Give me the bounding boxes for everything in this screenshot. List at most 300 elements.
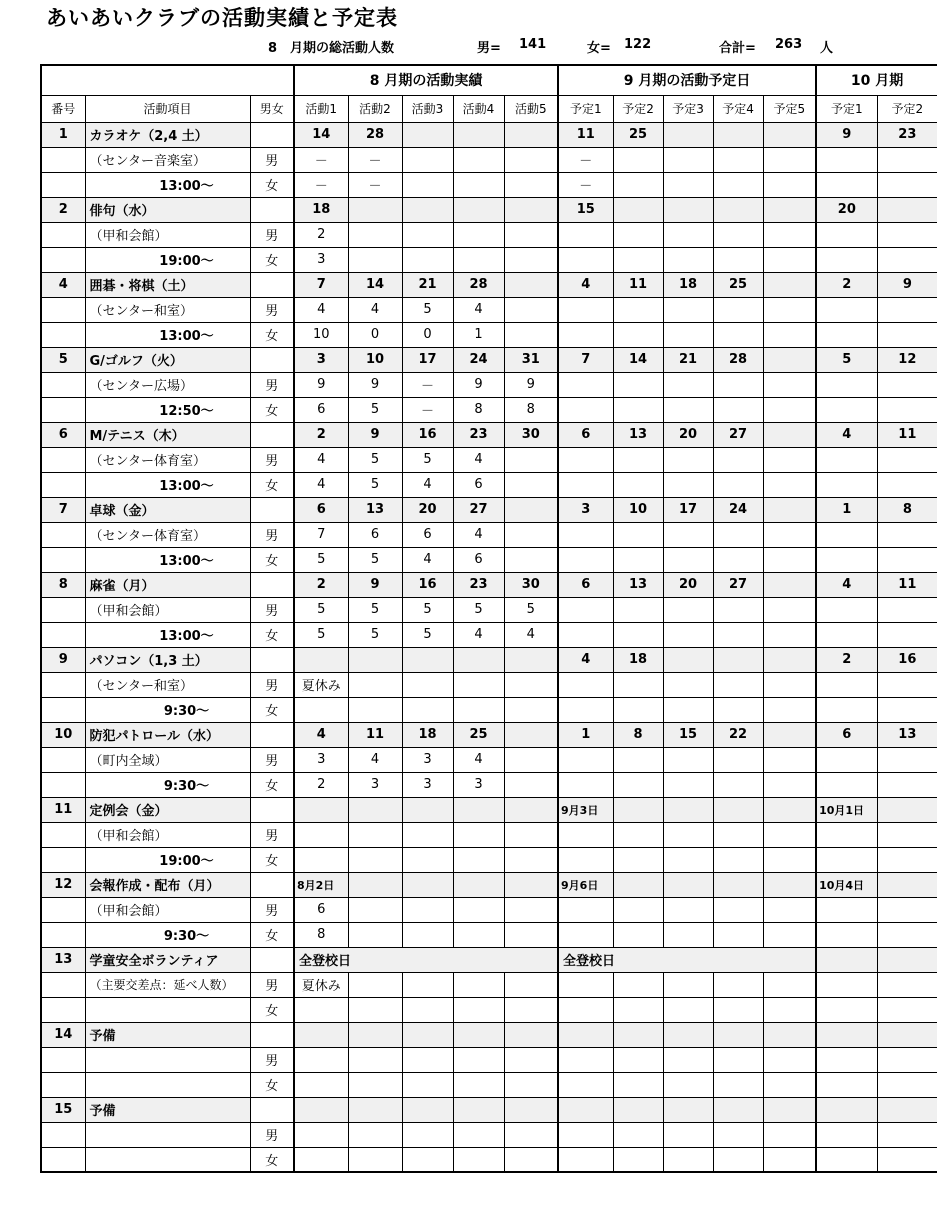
gender-male: 男 [250, 222, 294, 247]
no-blank [41, 147, 85, 172]
male-count: 5 [348, 597, 402, 622]
summary-male-value: 141 [519, 37, 547, 52]
plan-sep-female [663, 547, 713, 572]
plan-sep-male [663, 597, 713, 622]
plan-oct-blank [816, 1097, 877, 1122]
plan-oct-blank [816, 1072, 877, 1097]
plan-sep-female [613, 772, 663, 797]
plan-sep-female [613, 172, 663, 197]
plan-oct-date: 2 [816, 272, 877, 297]
plan-sep-female [663, 172, 713, 197]
gender-blank [250, 122, 294, 147]
activity-row [41, 347, 937, 372]
activity-time: 13:00～ [85, 622, 250, 647]
plan-sep-date: 20 [663, 572, 713, 597]
plan-sep-blank [663, 1047, 713, 1072]
activity-name: 予備 [85, 1097, 250, 1122]
activity-place: （センター音楽室） [85, 147, 250, 172]
plan-oct-blank [877, 622, 937, 647]
female-count: 3 [402, 772, 453, 797]
header-row-columns [41, 95, 937, 122]
plan-sep-male [713, 747, 763, 772]
summary-total-label: 合計= [719, 41, 756, 56]
activity-blank [504, 972, 558, 997]
male-count [294, 822, 348, 847]
plan-sep-date: 25 [713, 272, 763, 297]
gender-male: 男 [250, 447, 294, 472]
female-count: 5 [294, 547, 348, 572]
plan-oct-blank [816, 822, 877, 847]
activity-no: 7 [41, 497, 85, 522]
plan-sep-male [663, 447, 713, 472]
plan-sep-blank [558, 1122, 613, 1147]
activity-no: 5 [41, 347, 85, 372]
plan-oct-date: 1 [816, 497, 877, 522]
plan-sep-blank [558, 822, 613, 847]
activity-no: 8 [41, 572, 85, 597]
female-count [402, 697, 453, 722]
plan-sep-blank [713, 1147, 763, 1172]
plan-oct-blank [816, 997, 877, 1022]
plan-oct-blank [877, 947, 937, 972]
plan-oct-blank [816, 922, 877, 947]
header-col-plan-sep: 予定1 [558, 95, 613, 122]
gender-female: 女 [250, 322, 294, 347]
plan-sep-male [763, 522, 816, 547]
plan-oct-blank [877, 472, 937, 497]
activity-no: 15 [41, 1097, 85, 1122]
female-count: 5 [348, 472, 402, 497]
plan-sep-date [663, 647, 713, 672]
plan-oct-blank [877, 1097, 937, 1122]
activity-male-row [41, 597, 937, 622]
plan-sep-date: 6 [558, 422, 613, 447]
activity-date [453, 122, 504, 147]
plan-sep-blank [663, 1097, 713, 1122]
plan-sep-blank [613, 847, 663, 872]
plan-sep-blank [713, 797, 763, 822]
male-count [504, 672, 558, 697]
activity-blank [504, 1072, 558, 1097]
plan-sep-female [713, 622, 763, 647]
activity-no: 13 [41, 947, 85, 972]
plan-oct-date: 9 [877, 272, 937, 297]
plan-sep-blank [763, 997, 816, 1022]
activity-date: 14 [294, 122, 348, 147]
activity-blank [348, 1147, 402, 1172]
plan-sep-blank [663, 1072, 713, 1097]
plan-sep-male [763, 297, 816, 322]
plan-sep-blank [613, 872, 663, 897]
plan-sep-date: 14 [613, 347, 663, 372]
plan-sep-blank [713, 1022, 763, 1047]
activity-time: 13:00～ [85, 172, 250, 197]
female-count [504, 472, 558, 497]
plan-sep-date: 13 [613, 422, 663, 447]
female-count: 6 [294, 397, 348, 422]
plan-sep-blank [558, 1022, 613, 1047]
header-col-activity: 活動3 [402, 95, 453, 122]
plan-oct-blank [816, 597, 877, 622]
plan-sep-female [613, 547, 663, 572]
gender-male: 男 [250, 822, 294, 847]
plan-sep-blank [763, 1072, 816, 1097]
plan-sep-date [763, 347, 816, 372]
no-blank [41, 297, 85, 322]
plan-oct-blank [816, 972, 877, 997]
activity-time: 9:30～ [85, 772, 250, 797]
plan-sep-date: 18 [663, 272, 713, 297]
activity-blank [402, 847, 453, 872]
activity-blank [402, 1072, 453, 1097]
gender-blank [250, 497, 294, 522]
no-blank [41, 747, 85, 772]
header-col-plan-oct: 予定2 [877, 95, 937, 122]
plan-sep-male [713, 447, 763, 472]
male-count: 5 [504, 597, 558, 622]
plan-sep-female [558, 397, 613, 422]
female-count: 2 [294, 772, 348, 797]
header-col-activity: 活動5 [504, 95, 558, 122]
activity-female-row [41, 172, 937, 197]
plan-sep-date: 25 [613, 122, 663, 147]
activity-blank [348, 1072, 402, 1097]
male-count [453, 147, 504, 172]
plan-sep-female [613, 397, 663, 422]
plan-sep-blank [763, 1047, 816, 1072]
activity-male-row [41, 297, 937, 322]
male-count: － [294, 147, 348, 172]
activity-date: 23 [453, 422, 504, 447]
plan-sep-female [713, 397, 763, 422]
female-count [402, 247, 453, 272]
activity-blank [504, 1022, 558, 1047]
plan-oct-date: 2 [816, 647, 877, 672]
plan-sep-date: 15 [663, 722, 713, 747]
activity-date: 14 [348, 272, 402, 297]
male-count: 4 [453, 522, 504, 547]
activity-date: 2 [294, 422, 348, 447]
plan-sep-blank [663, 997, 713, 1022]
no-blank [41, 847, 85, 872]
header-col-activity: 活動1 [294, 95, 348, 122]
female-count: 6 [453, 547, 504, 572]
activity-female-row [41, 397, 937, 422]
female-count [504, 772, 558, 797]
plan-sep-blank [763, 972, 816, 997]
plan-sep-male [558, 747, 613, 772]
plan-sep-date: 27 [713, 422, 763, 447]
female-count: 8 [453, 397, 504, 422]
activity-blank [504, 822, 558, 847]
gender-male: 男 [250, 747, 294, 772]
activity-date: 3 [294, 347, 348, 372]
gender-male: 男 [250, 147, 294, 172]
plan-sep-date: 13 [613, 572, 663, 597]
male-count: 5 [294, 597, 348, 622]
plan-sep-male [763, 372, 816, 397]
female-count: 4 [402, 472, 453, 497]
plan-oct-blank [877, 697, 937, 722]
female-count [453, 247, 504, 272]
gender-blank [250, 647, 294, 672]
plan-sep-blank [713, 847, 763, 872]
activity-blank [453, 1097, 504, 1122]
plan-sep-male [763, 447, 816, 472]
gender-female: 女 [250, 472, 294, 497]
male-count: 9 [504, 372, 558, 397]
plan-sep-blank [663, 1022, 713, 1047]
summary-total-value: 263 [775, 37, 803, 52]
female-count: 3 [294, 247, 348, 272]
activity-male-row [41, 972, 937, 997]
plan-sep-date [763, 572, 816, 597]
activity-blank [294, 1022, 348, 1047]
activity-date: 24 [453, 347, 504, 372]
plan-oct-blank [877, 1072, 937, 1097]
female-count: 6 [453, 472, 504, 497]
female-count: 8 [294, 922, 348, 947]
activity-male-row [41, 897, 937, 922]
activity-date: 30 [504, 572, 558, 597]
plan-sep-date [763, 272, 816, 297]
plan-sep-date: 20 [663, 422, 713, 447]
plan-sep-blank [613, 1122, 663, 1147]
plan-oct-text: 10月1日 [816, 797, 877, 822]
activity-blank [402, 972, 453, 997]
plan-sep-blank [663, 897, 713, 922]
activity-time: 19:00～ [85, 847, 250, 872]
place-blank [85, 1072, 250, 1097]
page-title: あいあいクラブの活動実績と予定表 [46, 6, 398, 30]
activity-time: 13:00～ [85, 547, 250, 572]
plan-sep-blank [558, 1097, 613, 1122]
activity-date [348, 647, 402, 672]
male-count: 5 [348, 447, 402, 472]
activity-place: （町内全域） [85, 747, 250, 772]
plan-sep-male [558, 522, 613, 547]
plan-sep-blank [558, 997, 613, 1022]
activity-date: 28 [453, 272, 504, 297]
gender-blank [250, 722, 294, 747]
no-blank [41, 397, 85, 422]
plan-sep-female [763, 247, 816, 272]
activity-blank [402, 922, 453, 947]
plan-oct-blank [877, 547, 937, 572]
activity-date [504, 722, 558, 747]
no-blank [41, 672, 85, 697]
activity-blank [402, 1047, 453, 1072]
plan-oct-blank [877, 997, 937, 1022]
plan-sep-date: 7 [558, 347, 613, 372]
header-col-activity: 活動2 [348, 95, 402, 122]
activity-blank [453, 1147, 504, 1172]
plan-sep-blank [763, 797, 816, 822]
plan-sep-male [763, 222, 816, 247]
activity-blank [348, 872, 402, 897]
activity-blank [348, 1047, 402, 1072]
plan-sep-female [763, 472, 816, 497]
activity-place: （甲和会館） [85, 897, 250, 922]
female-count: － [402, 397, 453, 422]
male-count: 4 [453, 747, 504, 772]
male-count: 3 [402, 747, 453, 772]
male-count: 9 [453, 372, 504, 397]
activity-no: 12 [41, 872, 85, 897]
male-count [402, 147, 453, 172]
activity-name: G/ゴルフ（火） [85, 347, 250, 372]
plan-sep-male [763, 747, 816, 772]
gender-blank [250, 197, 294, 222]
activity-blank [453, 1122, 504, 1147]
activity-blank [348, 1097, 402, 1122]
activity-date: 6 [294, 497, 348, 522]
plan-sep-blank [613, 922, 663, 947]
plan-sep-male [713, 522, 763, 547]
plan-sep-male [558, 597, 613, 622]
activity-blank [453, 822, 504, 847]
activity-no: 11 [41, 797, 85, 822]
plan-sep-female [713, 547, 763, 572]
gender-blank [250, 422, 294, 447]
plan-oct-blank [877, 447, 937, 472]
activity-name: 会報作成・配布（月） [85, 872, 250, 897]
plan-sep-blank [558, 1147, 613, 1172]
male-count: 4 [294, 297, 348, 322]
gender-blank [250, 872, 294, 897]
plan-oct-blank [816, 322, 877, 347]
activity-date [453, 197, 504, 222]
activity-date: 18 [294, 197, 348, 222]
plan-sep-blank [613, 1147, 663, 1172]
plan-sep-female [558, 472, 613, 497]
plan-sep-date: 22 [713, 722, 763, 747]
female-count [504, 547, 558, 572]
activity-date: 7 [294, 272, 348, 297]
plan-sep-date [613, 197, 663, 222]
plan-sep-male: － [558, 147, 613, 172]
male-count [453, 672, 504, 697]
gender-blank [250, 1097, 294, 1122]
female-count [348, 247, 402, 272]
plan-sep-date: 11 [613, 272, 663, 297]
plan-oct-blank [877, 822, 937, 847]
plan-sep-female [663, 697, 713, 722]
plan-sep-male [558, 672, 613, 697]
plan-oct-blank [816, 1147, 877, 1172]
activity-row [41, 1097, 937, 1122]
plan-sep-male [613, 147, 663, 172]
summary-bar [0, 37, 937, 59]
activity-blank [348, 1122, 402, 1147]
activity-row [41, 122, 937, 147]
activity-blank [348, 847, 402, 872]
place-blank [85, 1122, 250, 1147]
female-count: 5 [348, 397, 402, 422]
no-blank [41, 897, 85, 922]
female-count: 5 [294, 622, 348, 647]
plan-sep-male [613, 522, 663, 547]
plan-sep-date: 10 [613, 497, 663, 522]
plan-sep-female [713, 697, 763, 722]
plan-sep-blank [713, 872, 763, 897]
female-count: 5 [348, 547, 402, 572]
plan-sep-female [558, 547, 613, 572]
gender-blank [250, 797, 294, 822]
activity-blank [453, 872, 504, 897]
plan-sep-female [663, 322, 713, 347]
activity-blank [402, 1022, 453, 1047]
male-count: － [348, 147, 402, 172]
no-blank [41, 372, 85, 397]
plan-sep-male [663, 222, 713, 247]
male-count [453, 222, 504, 247]
no-blank [41, 472, 85, 497]
activity-name: 学童安全ボランティア [85, 947, 250, 972]
female-count: － [348, 172, 402, 197]
no-blank [41, 622, 85, 647]
no-blank [41, 822, 85, 847]
activity-female-row [41, 922, 937, 947]
plan-oct-blank [816, 772, 877, 797]
activity-blank [504, 922, 558, 947]
female-count: 1 [453, 322, 504, 347]
activity-female-row [41, 247, 937, 272]
plan-oct-date: 11 [877, 422, 937, 447]
plan-sep-blank [663, 922, 713, 947]
plan-sep-female [763, 622, 816, 647]
activity-date [402, 197, 453, 222]
female-count: 4 [504, 622, 558, 647]
female-count: 4 [294, 472, 348, 497]
activity-place: （甲和会館） [85, 822, 250, 847]
plan-sep-female [558, 697, 613, 722]
no-blank [41, 547, 85, 572]
header-col-plan-sep: 予定2 [613, 95, 663, 122]
gender-male: 男 [250, 1122, 294, 1147]
activity-date-text [294, 797, 348, 822]
gender-blank [250, 1022, 294, 1047]
gender-female: 女 [250, 922, 294, 947]
plan-sep-male [613, 222, 663, 247]
plan-sep-date [763, 122, 816, 147]
plan-oct-date: 11 [877, 572, 937, 597]
activity-blank [453, 847, 504, 872]
plan-sep-date: 3 [558, 497, 613, 522]
activity-blank [294, 1072, 348, 1097]
activity-blank [348, 972, 402, 997]
plan-sep-blank [613, 1022, 663, 1047]
plan-sep-date: 6 [558, 572, 613, 597]
female-count: 8 [504, 397, 558, 422]
male-count: 4 [453, 447, 504, 472]
gender-female: 女 [250, 697, 294, 722]
activity-date: 9 [348, 422, 402, 447]
plan-oct-date: 8 [877, 497, 937, 522]
plan-sep-male [558, 372, 613, 397]
gender-male: 男 [250, 522, 294, 547]
plan-sep-date: 27 [713, 572, 763, 597]
female-count: 5 [348, 622, 402, 647]
activity-blank [402, 1147, 453, 1172]
gender-female: 女 [250, 997, 294, 1022]
activity-no: 1 [41, 122, 85, 147]
activity-female-row [41, 997, 937, 1022]
activity-blank [453, 1047, 504, 1072]
plan-oct-blank [877, 872, 937, 897]
activity-blank [504, 997, 558, 1022]
female-count [294, 697, 348, 722]
